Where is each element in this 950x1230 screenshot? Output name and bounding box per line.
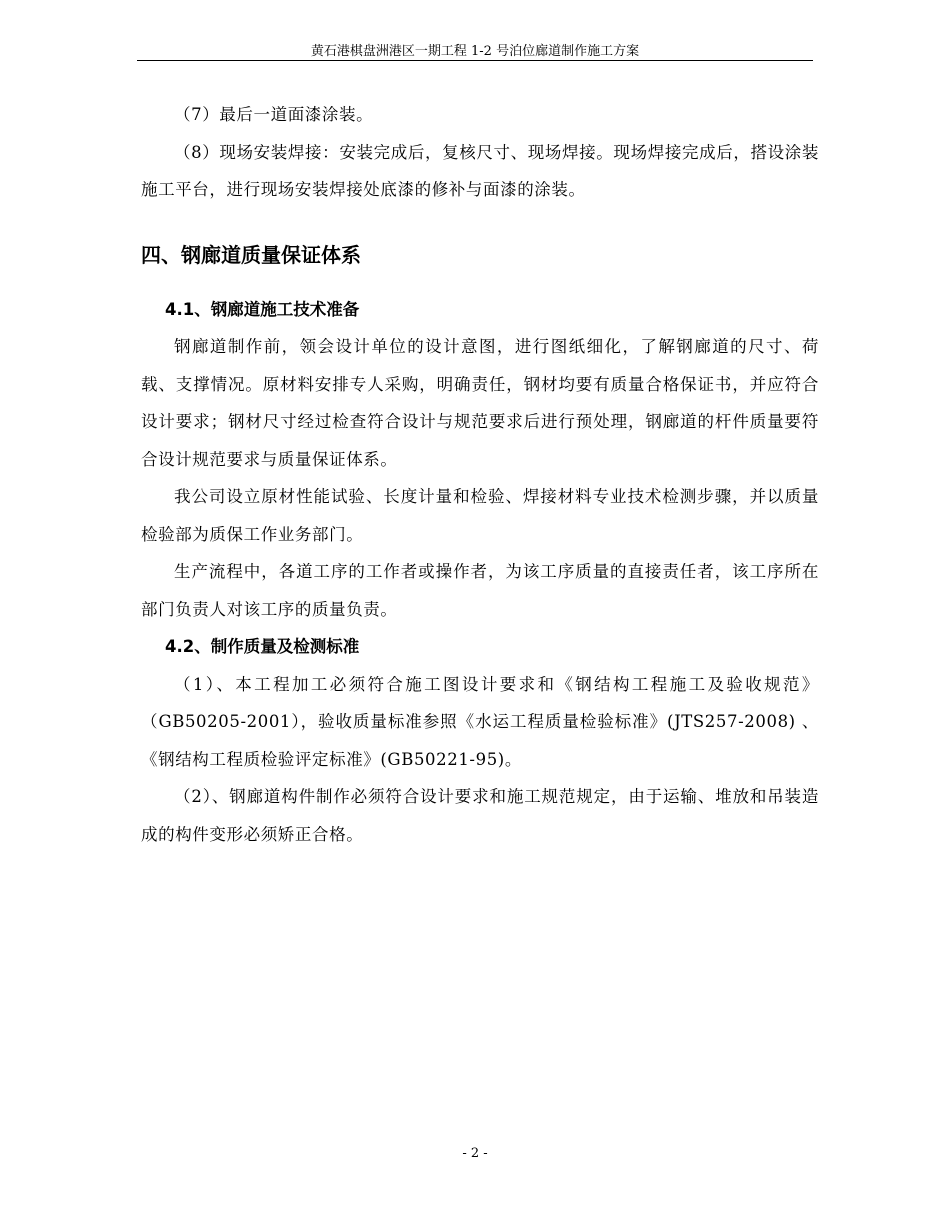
section-4-1-paragraph-2: 我公司设立原材性能试验、长度计量和检验、焊接材料专业技术检测步骤，并以质量检验部为质保工作业务部门。 <box>141 487 819 544</box>
header-rule <box>137 60 813 61</box>
section-4-2-heading: 4.2、制作质量及检测标准 <box>165 637 360 656</box>
page-header: 黄石港棋盘洲港区一期工程 1-2 号泊位廊道制作施工方案 <box>310 44 640 59</box>
section-4-heading: 四、钢廊道质量保证体系 <box>141 242 361 267</box>
section-4-2-paragraph-1: （1）、本工程加工必须符合施工图设计要求和《钢结构工程施工及验收规范》（GB50205-2001），验收质量标准参照《水运工程质量检验标准》(JTS257-2008) 、《钢结构工程质检验评定标准》(GB50221-95)。 <box>141 674 819 769</box>
paragraph-item-8: （8）现场安装焊接：安装完成后，复核尺寸、现场焊接。现场焊接完成后，搭设涂装施工平台，进行现场安装焊接处底漆的修补与面漆的涂装。 <box>141 142 819 199</box>
section-4-1-paragraph-3: 生产流程中，各道工序的工作者或操作者，为该工序质量的直接责任者，该工序所在部门负责人对该工序的质量负责。 <box>141 562 819 619</box>
section-4-1-heading: 4.1、钢廊道施工技术准备 <box>165 299 360 319</box>
page-number: - 2 - <box>462 1146 488 1161</box>
section-4-2-paragraph-2: （2）、钢廊道构件制作必须符合设计要求和施工规范规定，由于运输、堆放和吊装造成的构件变形必须矫正合格。 <box>141 787 819 844</box>
document-body <box>141 96 819 853</box>
paragraph-item-7: （7）最后一道面漆涂装。 <box>174 105 374 124</box>
section-4-1-paragraph-1: 钢廊道制作前，领会设计单位的设计意图，进行图纸细化，了解钢廊道的尺寸、荷载、支撑情况。原材料安排专人采购，明确责任，钢材均要有质量合格保证书，并应符合设计要求；钢材尺寸经过检查符合设计与规范要求后进行预处理，钢廊道的杆件质量要符合设计规范要求与质量保证体系。 <box>141 337 819 469</box>
